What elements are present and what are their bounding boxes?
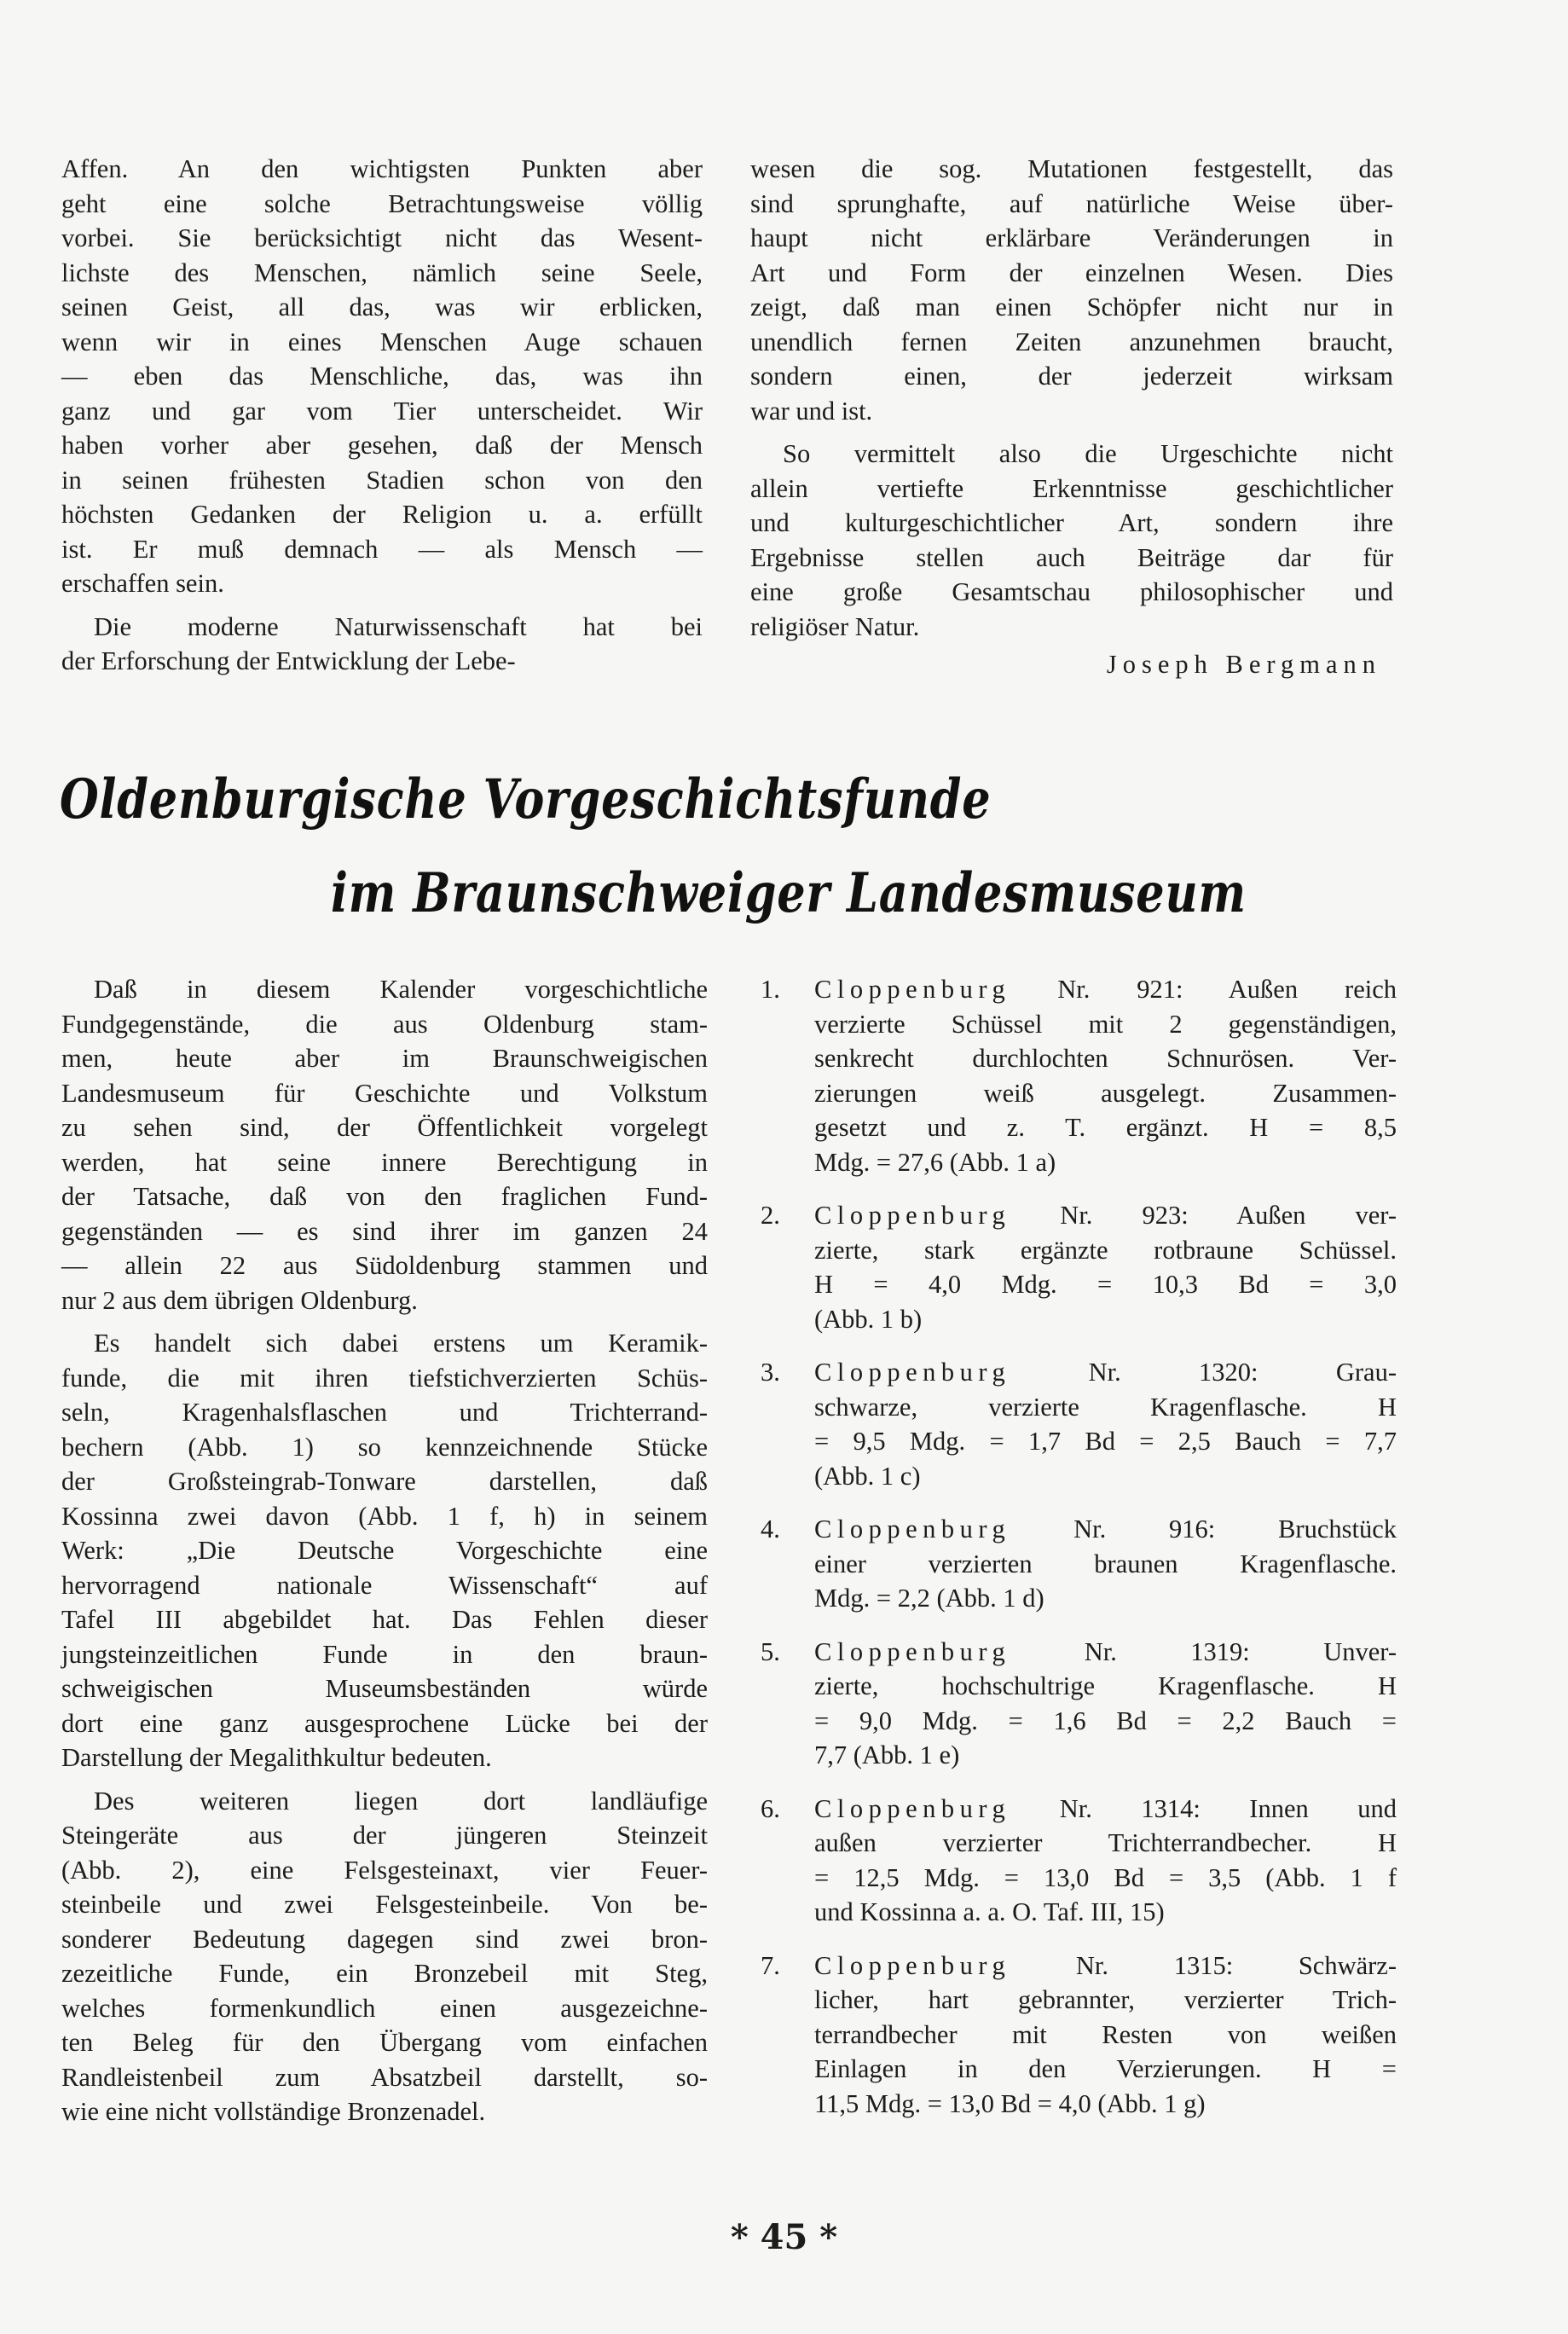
text-line: Fundgegenstände, die aus Oldenburg stam- <box>61 1009 708 1039</box>
text-line: allein vertiefte Erkenntnisse geschichtlicher <box>750 473 1393 503</box>
item-number: 2. <box>761 1201 780 1230</box>
text-line: men, heute aber im Braunschweigischen <box>61 1044 708 1073</box>
text-line: Mdg. = 27,6 (Abb. 1 a) <box>814 1147 1056 1177</box>
find-list-item <box>750 1949 1397 2122</box>
find-list <box>750 972 1397 2140</box>
text-line: werden, hat seine innere Berechtigung in <box>61 1147 708 1177</box>
text-line: der Großsteingrab-Tonware darstellen, daß <box>61 1467 708 1496</box>
text-line: wie eine nicht vollständige Bronzenadel. <box>61 2097 486 2126</box>
find-location: Cloppenburg <box>814 1793 1011 1823</box>
text-line <box>814 1949 1397 1984</box>
text-line: seln, Kragenhalsflaschen und Trichterrand- <box>61 1398 708 1427</box>
text-line: und Kossinna a. a. O. Taf. III, 15) <box>814 1897 1165 1926</box>
item-number: 7. <box>761 1950 780 1980</box>
text-line: sonderer Bedeutung dagegen sind zwei bron- <box>61 1924 708 1954</box>
text-line: (Abb. 1 b) <box>814 1304 923 1334</box>
article-left-column <box>61 972 708 2129</box>
text-line: schweigischen Museumsbeständen würde <box>61 1674 708 1703</box>
text-line: Des weiteren liegen dort landläufige <box>94 1786 708 1816</box>
item-description: Nr. 1319: Unver- <box>1084 1636 1397 1666</box>
find-location: Cloppenburg <box>814 1950 1011 1980</box>
text-line: — allein 22 aus Südoldenburg stammen und <box>61 1251 708 1280</box>
text-line: funde, die mit ihren tiefstichverzierten Schüs- <box>61 1363 708 1393</box>
text-line: vorbei. Sie berücksichtigt nicht das Wesent- <box>61 223 703 252</box>
text-line: Es handelt sich dabei erstens um Keramik- <box>94 1329 708 1358</box>
find-list-item <box>750 1792 1397 1930</box>
text-line: gesetzt und z. T. ergänzt. H = 8,5 <box>814 1113 1397 1142</box>
text-line <box>814 1792 1397 1827</box>
text-line: 7,7 (Abb. 1 e) <box>814 1740 960 1769</box>
paragraph <box>750 437 1393 644</box>
find-location: Cloppenburg <box>814 975 1011 1004</box>
text-line <box>814 1512 1397 1547</box>
text-line <box>814 1355 1397 1390</box>
text-line <box>814 972 1397 1007</box>
text-line: war und ist. <box>750 396 873 426</box>
text-line: = 9,5 Mdg. = 1,7 Bd = 2,5 Bauch = 7,7 <box>814 1427 1397 1456</box>
article-title-line-2: im Braunschweiger Landesmuseum <box>331 861 1247 925</box>
text-line: schwarze, verzierte Kragenflasche. H <box>814 1392 1397 1422</box>
paragraph <box>61 1784 708 2129</box>
text-line: sind sprunghafte, auf natürliche Weise über- <box>750 188 1393 218</box>
paragraph <box>61 610 703 679</box>
item-number: 5. <box>761 1636 780 1666</box>
text-line: höchsten Gedanken der Religion u. a. erfüllt <box>61 500 703 529</box>
text-line: haben vorher aber gesehen, daß der Mensch <box>61 431 703 460</box>
text-line: unendlich fernen Zeiten anzunehmen braucht, <box>750 327 1393 356</box>
item-description: Nr. 921: Außen reich <box>1057 975 1397 1004</box>
text-line: wenn wir in eines Menschen Auge schauen <box>61 327 703 356</box>
text-line: zierungen weiß ausgelegt. Zusammen- <box>814 1078 1397 1108</box>
text-line: H = 4,0 Mdg. = 10,3 Bd = 3,0 <box>814 1270 1397 1299</box>
text-line: religiöser Natur. <box>750 611 920 641</box>
find-list-item <box>750 1635 1397 1773</box>
text-line: Affen. An den wichtigsten Punkten aber <box>61 154 703 183</box>
text-line: sondern einen, der jederzeit wirksam <box>750 362 1393 391</box>
text-line: einer verzierten braunen Kragenflasche. <box>814 1549 1397 1578</box>
find-list-item <box>750 1355 1397 1493</box>
text-line: in seinen frühesten Stadien schon von den <box>61 465 703 495</box>
text-line: Die moderne Naturwissenschaft hat bei <box>94 611 703 641</box>
text-line: Tafel III abgebildet hat. Das Fehlen dieser <box>61 1605 708 1634</box>
text-line <box>814 1635 1397 1670</box>
item-description: Nr. 923: Außen ver- <box>1060 1201 1397 1230</box>
author-signature: Joseph Bergmann <box>1106 650 1381 679</box>
text-line: ist. Er muß demnach — als Mensch — <box>61 534 703 564</box>
text-line: Werk: „Die Deutsche Vorgeschichte eine <box>61 1536 708 1565</box>
text-line: hervorragend nationale Wissenschaft“ auf <box>61 1570 708 1600</box>
find-location: Cloppenburg <box>814 1514 1011 1543</box>
text-line: zierte, hochschultrige Kragenflasche. H <box>814 1671 1397 1700</box>
text-line: zezeitliche Funde, ein Bronzebeil mit Steg, <box>61 1959 708 1988</box>
item-number: 1. <box>761 975 780 1004</box>
item-number: 4. <box>761 1514 780 1543</box>
text-line: Art und Form der einzelnen Wesen. Dies <box>750 258 1393 287</box>
text-line: gegenständen — es sind ihrer im ganzen 24 <box>61 1216 708 1246</box>
previous-article-left-column <box>61 152 703 679</box>
text-line: geht eine solche Betrachtungsweise völlig <box>61 188 703 218</box>
text-line: seinen Geist, all das, was wir erblicken, <box>61 292 703 321</box>
text-line: ganz und gar vom Tier unterscheidet. Wir <box>61 396 703 426</box>
text-line: zierte, stark ergänzte rotbraune Schüssel. <box>814 1235 1397 1265</box>
text-line: der Tatsache, daß von den fraglichen Fund- <box>61 1182 708 1211</box>
text-line: Landesmuseum für Geschichte und Volkstum <box>61 1078 708 1108</box>
text-line: licher, hart gebrannter, verzierter Trich- <box>814 1985 1397 2014</box>
text-line: ten Beleg für den Übergang vom einfachen <box>61 2028 708 2057</box>
text-line: So vermittelt also die Urgeschichte nicht <box>783 439 1393 468</box>
text-line: Ergebnisse stellen auch Beiträge dar für <box>750 542 1393 572</box>
article-title-line-1: Oldenburgische Vorgeschichtsfunde <box>60 767 992 831</box>
find-location: Cloppenburg <box>814 1636 1011 1666</box>
text-line: nur 2 aus dem übrigen Oldenburg. <box>61 1285 418 1315</box>
previous-article-right-column <box>750 152 1393 682</box>
text-line: verzierte Schüssel mit 2 gegenständigen, <box>814 1009 1397 1039</box>
text-line: bechern (Abb. 1) so kennzeichnende Stücke <box>61 1432 708 1462</box>
text-line: zu sehen sind, der Öffentlichkeit vorgelegt <box>61 1113 708 1142</box>
item-description: Nr. 1314: Innen und <box>1059 1793 1397 1823</box>
text-line: (Abb. 2), eine Felsgesteinaxt, vier Feuer- <box>61 1855 708 1885</box>
item-number: 6. <box>761 1793 780 1823</box>
text-line: senkrecht durchlochten Schnurösen. Ver- <box>814 1044 1397 1073</box>
text-line: welches formenkundlich einen ausgezeichne- <box>61 1993 708 2023</box>
text-line: jungsteinzeitlichen Funde in den braun- <box>61 1639 708 1669</box>
paragraph <box>750 152 1393 428</box>
find-list-item <box>750 1512 1397 1616</box>
text-line: zeigt, daß man einen Schöpfer nicht nur in <box>750 292 1393 321</box>
text-line: Mdg. = 2,2 (Abb. 1 d) <box>814 1584 1044 1613</box>
text-line: außen verzierter Trichterrandbecher. H <box>814 1828 1397 1857</box>
paragraph <box>61 152 703 601</box>
text-line: Daß in diesem Kalender vorgeschichtliche <box>94 975 708 1004</box>
text-line: eine große Gesamtschau philosophischer und <box>750 577 1393 606</box>
text-line: Kossinna zwei davon (Abb. 1 f, h) in seinem <box>61 1501 708 1531</box>
item-description: Nr. 1315: Schwärz- <box>1075 1950 1397 1980</box>
text-line: Einlagen in den Verzierungen. H = <box>814 2054 1397 2083</box>
text-line: Randleistenbeil zum Absatzbeil darstellt, so- <box>61 2062 708 2092</box>
find-location: Cloppenburg <box>814 1201 1011 1230</box>
text-line: = 12,5 Mdg. = 13,0 Bd = 3,5 (Abb. 1 f <box>814 1862 1397 1892</box>
text-line: 11,5 Mdg. = 13,0 Bd = 4,0 (Abb. 1 g) <box>814 2088 1206 2118</box>
text-line: erschaffen sein. <box>61 569 224 598</box>
paragraph <box>61 972 708 1318</box>
text-line: der Erforschung der Entwicklung der Lebe- <box>61 646 516 675</box>
text-line: terrandbecher mit Resten von weißen <box>814 2019 1397 2049</box>
text-line: Darstellung der Megalithkultur bedeuten. <box>61 1743 492 1772</box>
text-line: haupt nicht erklärbare Veränderungen in <box>750 223 1393 252</box>
item-description: Nr. 1320: Grau- <box>1088 1358 1397 1387</box>
text-line: dort eine ganz ausgesprochene Lücke bei der <box>61 1708 708 1738</box>
paragraph <box>61 1326 708 1775</box>
text-line: = 9,0 Mdg. = 1,6 Bd = 2,2 Bauch = <box>814 1706 1397 1735</box>
text-line <box>814 1198 1397 1233</box>
find-location: Cloppenburg <box>814 1358 1011 1387</box>
text-line: wesen die sog. Mutationen festgestellt, das <box>750 154 1393 183</box>
page-number: * 45 * <box>730 2217 838 2257</box>
text-line: Steingeräte aus der jüngeren Steinzeit <box>61 1821 708 1850</box>
text-line: steinbeile und zwei Felsgesteinbeile. Von be- <box>61 1890 708 1919</box>
text-line: lichste des Menschen, nämlich seine Seele, <box>61 258 703 287</box>
find-list-item <box>750 972 1397 1179</box>
item-number: 3. <box>761 1358 780 1387</box>
item-description: Nr. 916: Bruchstück <box>1073 1514 1397 1543</box>
text-line: — eben das Menschliche, das, was ihn <box>61 362 703 391</box>
text-line: und kulturgeschichtlicher Art, sondern ihre <box>750 508 1393 537</box>
find-list-item <box>750 1198 1397 1336</box>
text-line: (Abb. 1 c) <box>814 1461 921 1491</box>
